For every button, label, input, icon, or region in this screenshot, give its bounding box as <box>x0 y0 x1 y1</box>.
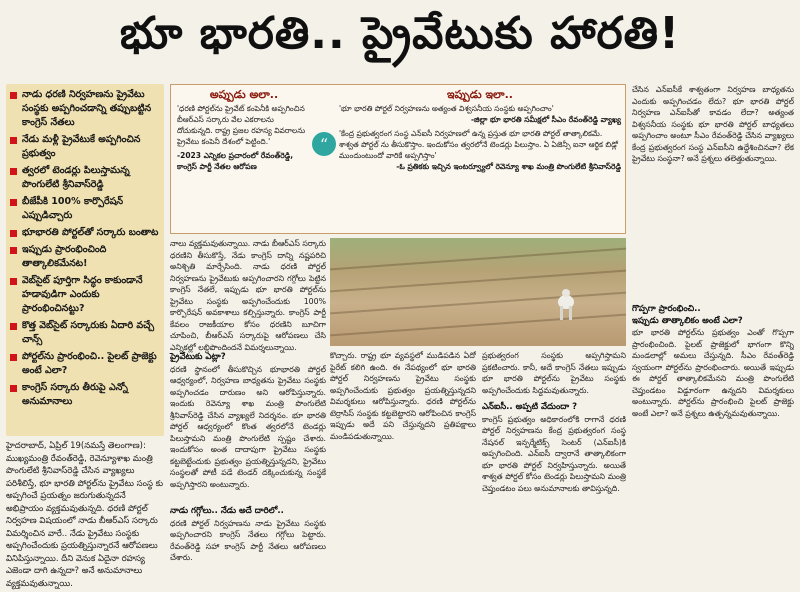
article-column-4 <box>482 350 626 584</box>
quote-mark-icon <box>311 131 337 157</box>
bullet-square-icon <box>10 323 17 330</box>
now-quote <box>339 89 621 172</box>
bullet-text: త్వరలో టెండర్లు పిలుస్తామన్న పొంగులేటి శ్రీనివాస్‌రెడ్డి <box>22 165 130 190</box>
bullet-square-icon <box>10 92 17 99</box>
subheading-grand-start: గొప్పగా ప్రారంభించి.. <box>632 304 701 314</box>
bullet-square-icon <box>10 168 17 175</box>
article-text-4b: కాంగ్రెస్ ప్రభుత్వం అధికారంలోకి రాగానే ధరణి పోర్టల్ నిర్వహణను కేంద్ర ప్రభుత్వరంగ సంస్థ నేషనల్ ఇన్ఫర్మేటిక్స్ సెంటర్ (ఎన్ఐసీ)కి అప్పగించింది. ఎన్ఐసీ ద్వారానే తాత్కాలికంగా భూ భారతి పోర్టల్ నిర్వహిస్తున్నారు. అయితే శాశ్వత పోర్టల్ కోసం టెండర్లు పిలుస్తామని మంత్రి చెప్తుండటం పలు అనుమానాలకు తావిస్తున్నది. <box>482 414 626 493</box>
quote-box <box>170 84 626 234</box>
bullet-square-icon <box>10 199 17 206</box>
now-source-2: -ఓ ప్రతికకు ఇచ్చిన ఇంటర్వ్యూలో రెవెన్యూ శాఖ మంత్రి పొంగులేటి శ్రీనివాస్‌రెడ్డి <box>396 162 621 171</box>
field-photo <box>330 238 626 346</box>
article-text-2b: ధరణి స్థానంలో తీసుకొచ్చిన భూభారతి పోర్టల్ ఆధ్వర్యంలో, నిర్వహణ బాధ్యతను ప్రైవేటు సంస్థకు అప్పగించడం దారుణం అని ఆరోపిస్తున్నారు. ఇందుకు రెవెన్యూ శాఖ మంత్రి పొంగులేటి శ్రీనివాస్‌రెడ్డి చేసిన వ్యాఖ్యలే నిదర్శనం. భూ భారతి పోర్టల్ ఆధ్వర్యంలో కొంత త్వరలోనే టెండర్లు పిలుస్తామని మంత్రి పొంగులేటి స్పష్టం చేశారు. ఇందుకోసం అంత దాదాపుగా ప్రైవేటు సంస్థకు కట్టబెట్టేందుకు ప్రభుత్వం ప్రయత్నిస్తున్నదని, ప్రైవేటు సంస్థలతో పోటీ పడే టెండర్ దక్కించుకున్న సంస్థకే అప్పగిస్తారని అంటున్నారు. <box>170 364 326 489</box>
bullet-item <box>10 164 160 192</box>
article-column-3: కొచ్చారు. రాష్ట్ర భూ వ్యవస్థలో ముడిపడిన ఏదో పైరేట్ కలిగి ఉంది. ఈ నేపథ్యంలో భూ భారతి పోర్టల్ నిర్వహణను ప్రైవేటు సంస్థకు అప్పగించేందుకు ప్రభుత్వం ప్రయత్నిస్తున్నదని విమర్శకులు ఆరోపిస్తున్నారు. ధరణి పోర్టల్‌ను టెర్రాసిస్ సంస్థకు కట్టబెట్టారని ఆరోపించిన కాంగ్రెస్ ఇప్పుడు అదే పని చేస్తున్నదని ప్రతిపక్షాలు మండిపడుతున్నాయి. <box>330 351 476 441</box>
article-text-4: ప్రభుత్వరంగ సంస్థకు అప్పగిస్తామని ప్రకటించారు. కానీ, అదే కాంగ్రెస్ నేతలు ఇప్పుడు భూ భారతి పోర్టల్‌ను ప్రైవేటు సంస్థకు అప్పగించేందుకు సిద్ధమవుతున్నారు. <box>482 351 626 395</box>
bullet-square-icon <box>10 278 17 285</box>
bullet-text: నేడు మళ్లీ ప్రైవేటుకే అప్పగించిన ప్రభుత్వం <box>22 134 141 159</box>
bullet-item <box>10 226 160 240</box>
bullet-square-icon <box>10 137 17 144</box>
bullet-item <box>10 243 160 271</box>
cow-figure <box>554 288 578 322</box>
article-column-5 <box>632 84 794 567</box>
article-text-5b: భూ భారతి పోర్టల్‌ను ప్రభుత్వం ఎంతో గొప్పగా ప్రారంభించింది. పైలట్ ప్రాజెక్టులో భాగంగా కొన్ని మండలాల్లో అమలు చేస్తున్నది. సీఎం రేవంత్‌రెడ్డి స్వయంగా పోర్టల్‌ను ప్రారంభించారు. అయితే ఇప్పుడు ఈ పోర్టల్ తాత్కాలికమేనని మంత్రి పొంగులేటి చెప్తుండటం విడ్డూరంగా ఉన్నదని విమర్శకులు అంటున్నారు. పోర్టల్‌ను ప్రారంభించి పైలట్ ప్రాజెక్టు అంటే ఎలా? అనే ప్రశ్నలు ఉత్పన్నమవుతున్నాయి. <box>632 328 794 418</box>
bullet-item <box>10 88 160 130</box>
bullet-item <box>10 195 160 223</box>
then-source: -2023 ఎన్నికల ప్రచారంలో రేవంత్‌రెడ్డి, కాంగ్రెస్ పార్టీ నేతల ఆరోపణ <box>177 151 294 171</box>
now-text-1: 'భూ భారతి పోర్టల్ నిర్వహణను అత్యంత విశ్వసనీయ సంస్థకు అప్పగించాం' <box>339 104 554 113</box>
subheading-nic: ఎన్ఐసీ.. అప్పటి వేదుందా ? <box>482 402 578 412</box>
now-title: ఇప్పుడు ఇలా.. <box>447 88 513 101</box>
bullet-text: నాడు ధరణి నిర్వహణను ప్రైవేటు సంస్థకు అప్పగించడాన్ని తప్పుబట్టిన కాంగ్రెస్ నేతలు <box>22 89 152 128</box>
headline: భూ భారతి.. ప్రైవేటుకు హారతి! <box>119 8 681 59</box>
article-column-2b <box>170 352 326 492</box>
subheading-temporary: ఇప్పుడు తాత్కాలికం అంటే ఎలా? <box>632 315 743 326</box>
bullet-item <box>10 381 160 409</box>
article-column-2a: నాలు వ్యక్తమవుతున్నాయి. నాడు బీఆర్ఎస్ సర్కారు ధరణిని తీసుకొస్తే, నేడు కాంగ్రెస్ దాన్ని నష్టపరిచి అనిశ్చితి మార్చేసింది. నాడు ధరణి పోర్టల్ నిర్వహణను ప్రైవేటుకు అప్పగించారని గగ్గోలు పెట్టిన కాంగ్రెస్ నేతలే, ఇప్పుడు భూ భారతి పోర్టల్‌ను ప్రైవేటు సంస్థకు అప్పగించేందుకు 100% కార్పొరేషన్ అవకాశాలు కల్పిస్తున్నారు. కాంగ్రెస్ పార్టీ కేవలం రాజకీయాల కోసం ధరణిని బూచిగా చూపించి, బీఆర్ఎస్ సర్కారుపై ఆరోపణలు చేసి ఎన్నికల్లో లబ్ధిపొందిందనే విమర్శలున్నాయి. <box>170 239 326 352</box>
article-text-2c: ధరణి పోర్టల్ నిర్వహణను నాడు ప్రైవేటు సంస్థకు అప్పగించారని కాంగ్రెస్ నేతలు గగ్గోలు పెట్టారు. రేవంత్‌రెడ్డి సహా కాంగ్రెస్ పార్టీ నేతలు ఆరోపణలు చేశారు. <box>170 518 326 562</box>
bullet-square-icon <box>10 230 17 237</box>
bullet-item <box>10 350 160 378</box>
subheading-private: ప్రైవేటుకు ఎట్లా? <box>170 352 226 362</box>
then-title: అప్పుడు అలా.. <box>209 88 279 101</box>
bullet-text: భూభారతి పోర్టల్‌తో సర్కారు బంతాట <box>22 227 159 238</box>
then-text: 'ధరణి పోర్టల్‌ను ప్రైవేట్ కంపెనీకి అప్పగించిన బీఆర్ఎస్ సర్కారు వేల ఎకరాలను దోచుకున్నది. రాష్ట్ర ప్రజల రహస్య వివరాలను ప్రైవేటు కంపెనీ దేశంలో పెట్టింది.' <box>177 104 306 146</box>
article-text-5: చేసిన ఎన్ఐసీకే శాశ్వతంగా నిర్వహణ బాధ్యతను ఎందుకు అప్పగించడం లేదు? భూ భారతి పోర్టల్ నిర్వహణ ఎన్ఐసీతో కావడం లేదా? అత్యంత విశ్వసనీయ సంస్థకు భూ భారతి పోర్టల్ బాధ్యతలు అప్పగించాం అంటూ సీఎం రేవంత్‌రెడ్డి చేసిన వ్యాఖ్యలు కేంద్ర ప్రభుత్వరంగ సంస్థ ఎన్ఐసీని ఉద్దేశించినవా? లేక ప్రైవేటు సంస్థనా? అనే ప్రశ్నలు తలెత్తుతున్నాయి. <box>632 85 794 163</box>
bullet-square-icon <box>10 354 17 361</box>
bullet-text: కొత్త వెబ్‌సైట్ సర్కారుకు ఏదారి వచ్చే చాన్స్ <box>22 320 155 345</box>
bullet-text: ఇప్పుడు ప్రారంభించింది తాత్కాలికమేనట! <box>22 244 107 269</box>
highlights-box <box>6 84 164 436</box>
svg-text:“: “ <box>319 135 329 154</box>
byline-paragraph: హైదరాబాద్, ఏప్రిల్ 19(నమస్తే తెలంగాణ): ముఖ్యమంత్రి రేవంత్‌రెడ్డి, రెవెన్యూశాఖ మంత్రి పొంగులేటి శ్రీనివాస్‌రెడ్డి చేసిన వ్యాఖ్యలు పరిశీలిస్తే, భూ భారతి పోర్టల్‌ను ప్రైవేటు సంస్థ కు అప్పగించే ప్రయత్నం జరుగుతున్నదనే అభిప్రాయం వ్యక్తమవుతున్నది. ధరణి పోర్టల్ నిర్వహణ విషయంలో నాడు బీఆర్ఎస్ సర్కారు విమర్శించిన వారే.. నేడు ప్రైవేటు సంస్థకు అప్పగించేందుకు ప్రయత్నిస్తున్నారనే ఆరోపణలు వినిపిస్తున్నాయి. దీని వెనుక ఏదైనా రహస్య ఎజెండా దాగి ఉన్నదా? అనే అనుమానాలు వ్యక్తమవుతున్నాయి. <box>6 441 164 589</box>
now-text-2: 'కేంద్ర ప్రభుత్వరంగ సంస్థ ఎన్ఐసీ నిర్వహణలో ఉన్న ప్రస్తుత భూ భారతి పోర్టల్ తాత్కాలికమే. శాశ్వత పోర్టల్ ను తీసుకొస్తాం. ఇందుకోసం త్వరలోనే టెండర్లు పిలుస్తాం. ఏ ఏజెన్సీ ఐనా ఆర్థిక బిడ్లో ముందుంటుందో వారికే అప్పగిస్తాం' <box>339 129 618 160</box>
bullet-text: వెబ్‌సైట్ పూర్తిగా సిద్ధం కాకుండానే హడావుడిగా ఎందుకు ప్రారంభించినట్టు? <box>22 275 143 314</box>
then-quote <box>177 89 311 172</box>
bullet-item <box>10 274 160 316</box>
bullet-square-icon <box>10 385 17 392</box>
bullet-item <box>10 133 160 161</box>
bullet-text: బీజేపీకి 100% కార్పొరేషన్ ఎప్పుడిచ్చారు <box>22 196 124 221</box>
now-source-1: -జిల్లా భూ భారతి సమీక్షలో సీఎం రేవంత్‌రెడ్డి వ్యాఖ్య <box>470 115 621 124</box>
bullet-square-icon <box>10 247 17 254</box>
bullet-item <box>10 319 160 347</box>
subheading-then-now: నాడు గగ్గోలు.. నేడు అదే దారిలో.. <box>170 506 284 516</box>
article-column-2c <box>170 506 326 590</box>
bullet-text: కాంగ్రెస్ సర్కారు తీరుపై ఎన్నో అనుమానాలు <box>22 382 128 407</box>
bullet-text: పోర్టల్‌ను ప్రారంభించి.. పైలట్ ప్రాజెక్టు అంటే ఎలా? <box>22 351 157 376</box>
